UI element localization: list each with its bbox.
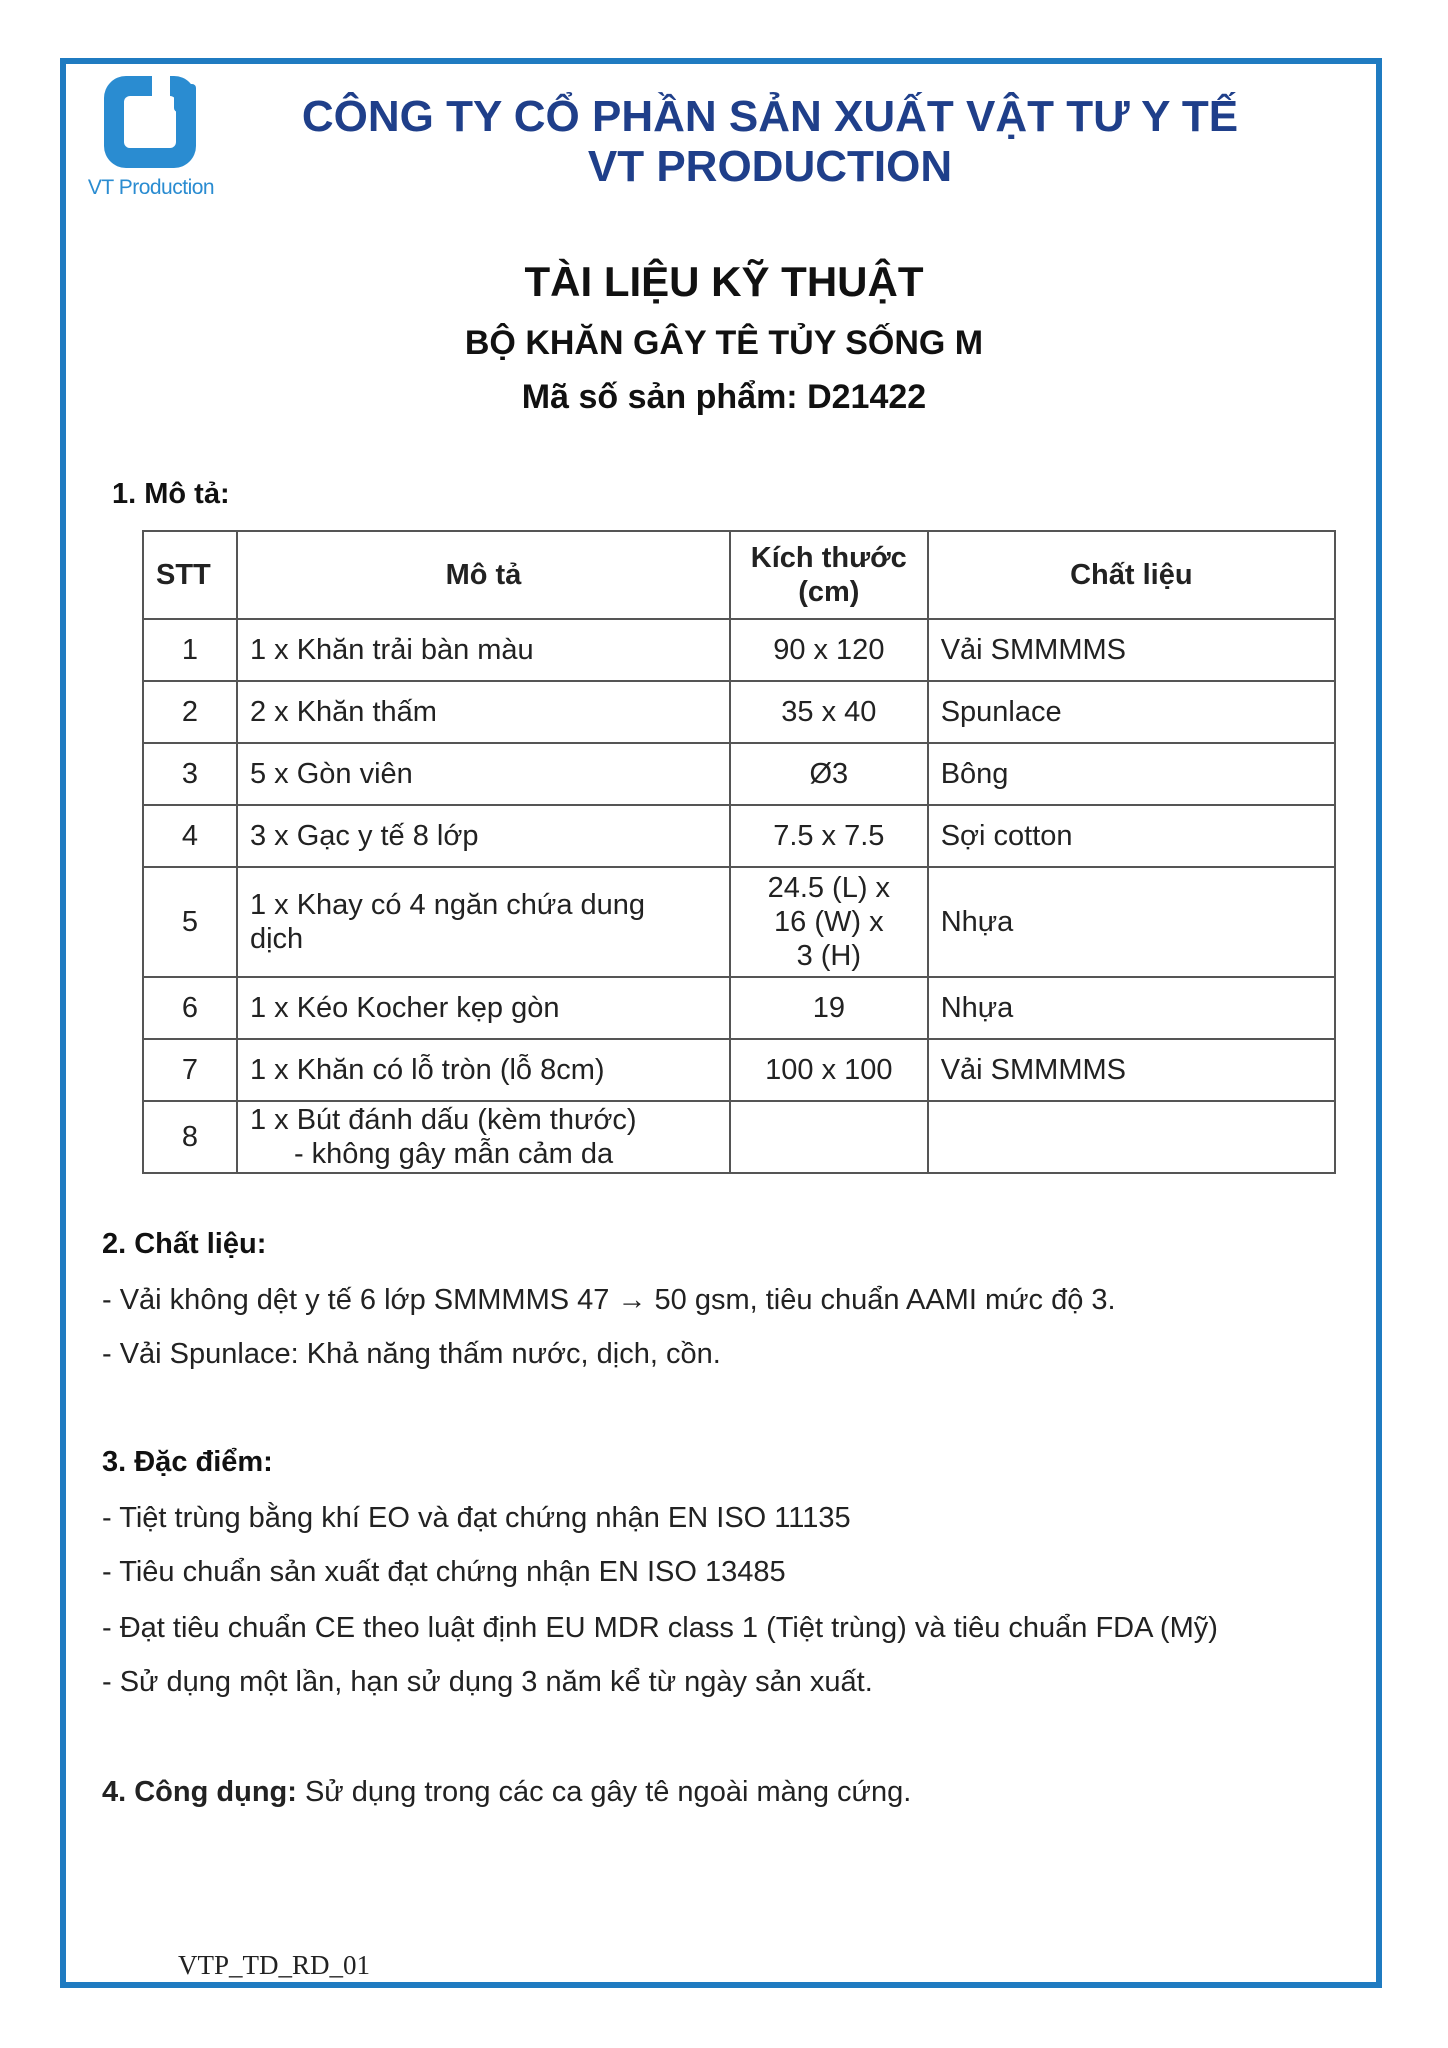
- company-name-line2: VT PRODUCTION: [587, 142, 953, 191]
- product-code-value: D21422: [807, 378, 927, 416]
- company-name: [250, 92, 1290, 192]
- table-row: 2 2 x Khăn thấm 35 x 40 Spunlace: [143, 681, 1335, 743]
- footer-document-code: VTP_TD_RD_01: [178, 1950, 371, 1980]
- usage-line: [102, 1776, 911, 1809]
- table-row: 5 1 x Khay có 4 ngăn chứa dung dịch 24.5 (L) x 16 (W) x 3 (H) Nhựa: [143, 867, 1335, 977]
- table-row: 3 5 x Gòn viên Ø3 Bông: [143, 743, 1335, 805]
- table-row: 7 1 x Khăn có lỗ tròn (lỗ 8cm) 100 x 100 Vải SMMMMS: [143, 1039, 1335, 1101]
- table-row: 4 3 x Gạc y tế 8 lớp 7.5 x 7.5 Sợi cotton: [143, 805, 1335, 867]
- table-row: 1 1 x Khăn trải bàn màu 90 x 120 Vải SMMMMS: [143, 619, 1335, 681]
- materials-line: - Vải Spunlace: Khả năng thấm nước, dịch, cồn.: [102, 1338, 721, 1370]
- logo-text: VT Production: [87, 176, 215, 199]
- col-header-stt: STT: [143, 531, 237, 619]
- section-heading-description: 1. Mô tả:: [112, 478, 230, 510]
- col-header-material: Chất liệu: [928, 531, 1335, 619]
- components-table: [142, 530, 1336, 1174]
- features-line: - Tiệt trùng bằng khí EO và đạt chứng nhận EN ISO 11135: [102, 1502, 851, 1534]
- product-code-label: Mã số sản phẩm:: [521, 378, 808, 416]
- features-line: - Sử dụng một lần, hạn sử dụng 3 năm kể từ ngày sản xuất.: [102, 1666, 873, 1698]
- table-header-row: [143, 531, 1335, 619]
- materials-line: - Vải không dệt y tế 6 lớp SMMMMS 47 → 50 gsm, tiêu chuẩn AAMI mức độ 3.: [102, 1284, 1116, 1316]
- features-line: - Tiêu chuẩn sản xuất đạt chứng nhận EN ISO 13485: [102, 1556, 786, 1588]
- table-row: 8 1 x Bút đánh dấu (kèm thước) - không gây mẫn cảm da: [143, 1101, 1335, 1173]
- product-name: BỘ KHĂN GÂY TÊ TỦY SỐNG M: [464, 324, 984, 362]
- section-heading-features: 3. Đặc điểm:: [102, 1446, 273, 1478]
- usage-text: Sử dụng trong các ca gây tê ngoài màng cứng.: [296, 1776, 912, 1808]
- features-line: - Đạt tiêu chuẩn CE theo luật định EU MDR class 1 (Tiệt trùng) và tiêu chuẩn FDA (Mỹ): [102, 1612, 1218, 1644]
- table-row: 6 1 x Kéo Kocher kẹp gòn 19 Nhựa: [143, 977, 1335, 1039]
- company-name-line1: CÔNG TY CỔ PHẦN SẢN XUẤT VẬT TƯ Y TẾ: [301, 92, 1239, 141]
- col-header-size: Kích thước (cm): [730, 531, 928, 619]
- product-code: [0, 378, 1448, 417]
- section-heading-materials: 2. Chất liệu:: [102, 1228, 267, 1260]
- section-heading-usage: 4. Công dụng:: [102, 1776, 297, 1808]
- col-header-description: Mô tả: [237, 531, 730, 619]
- document-title: TÀI LIỆU KỸ THUẬT: [524, 258, 924, 305]
